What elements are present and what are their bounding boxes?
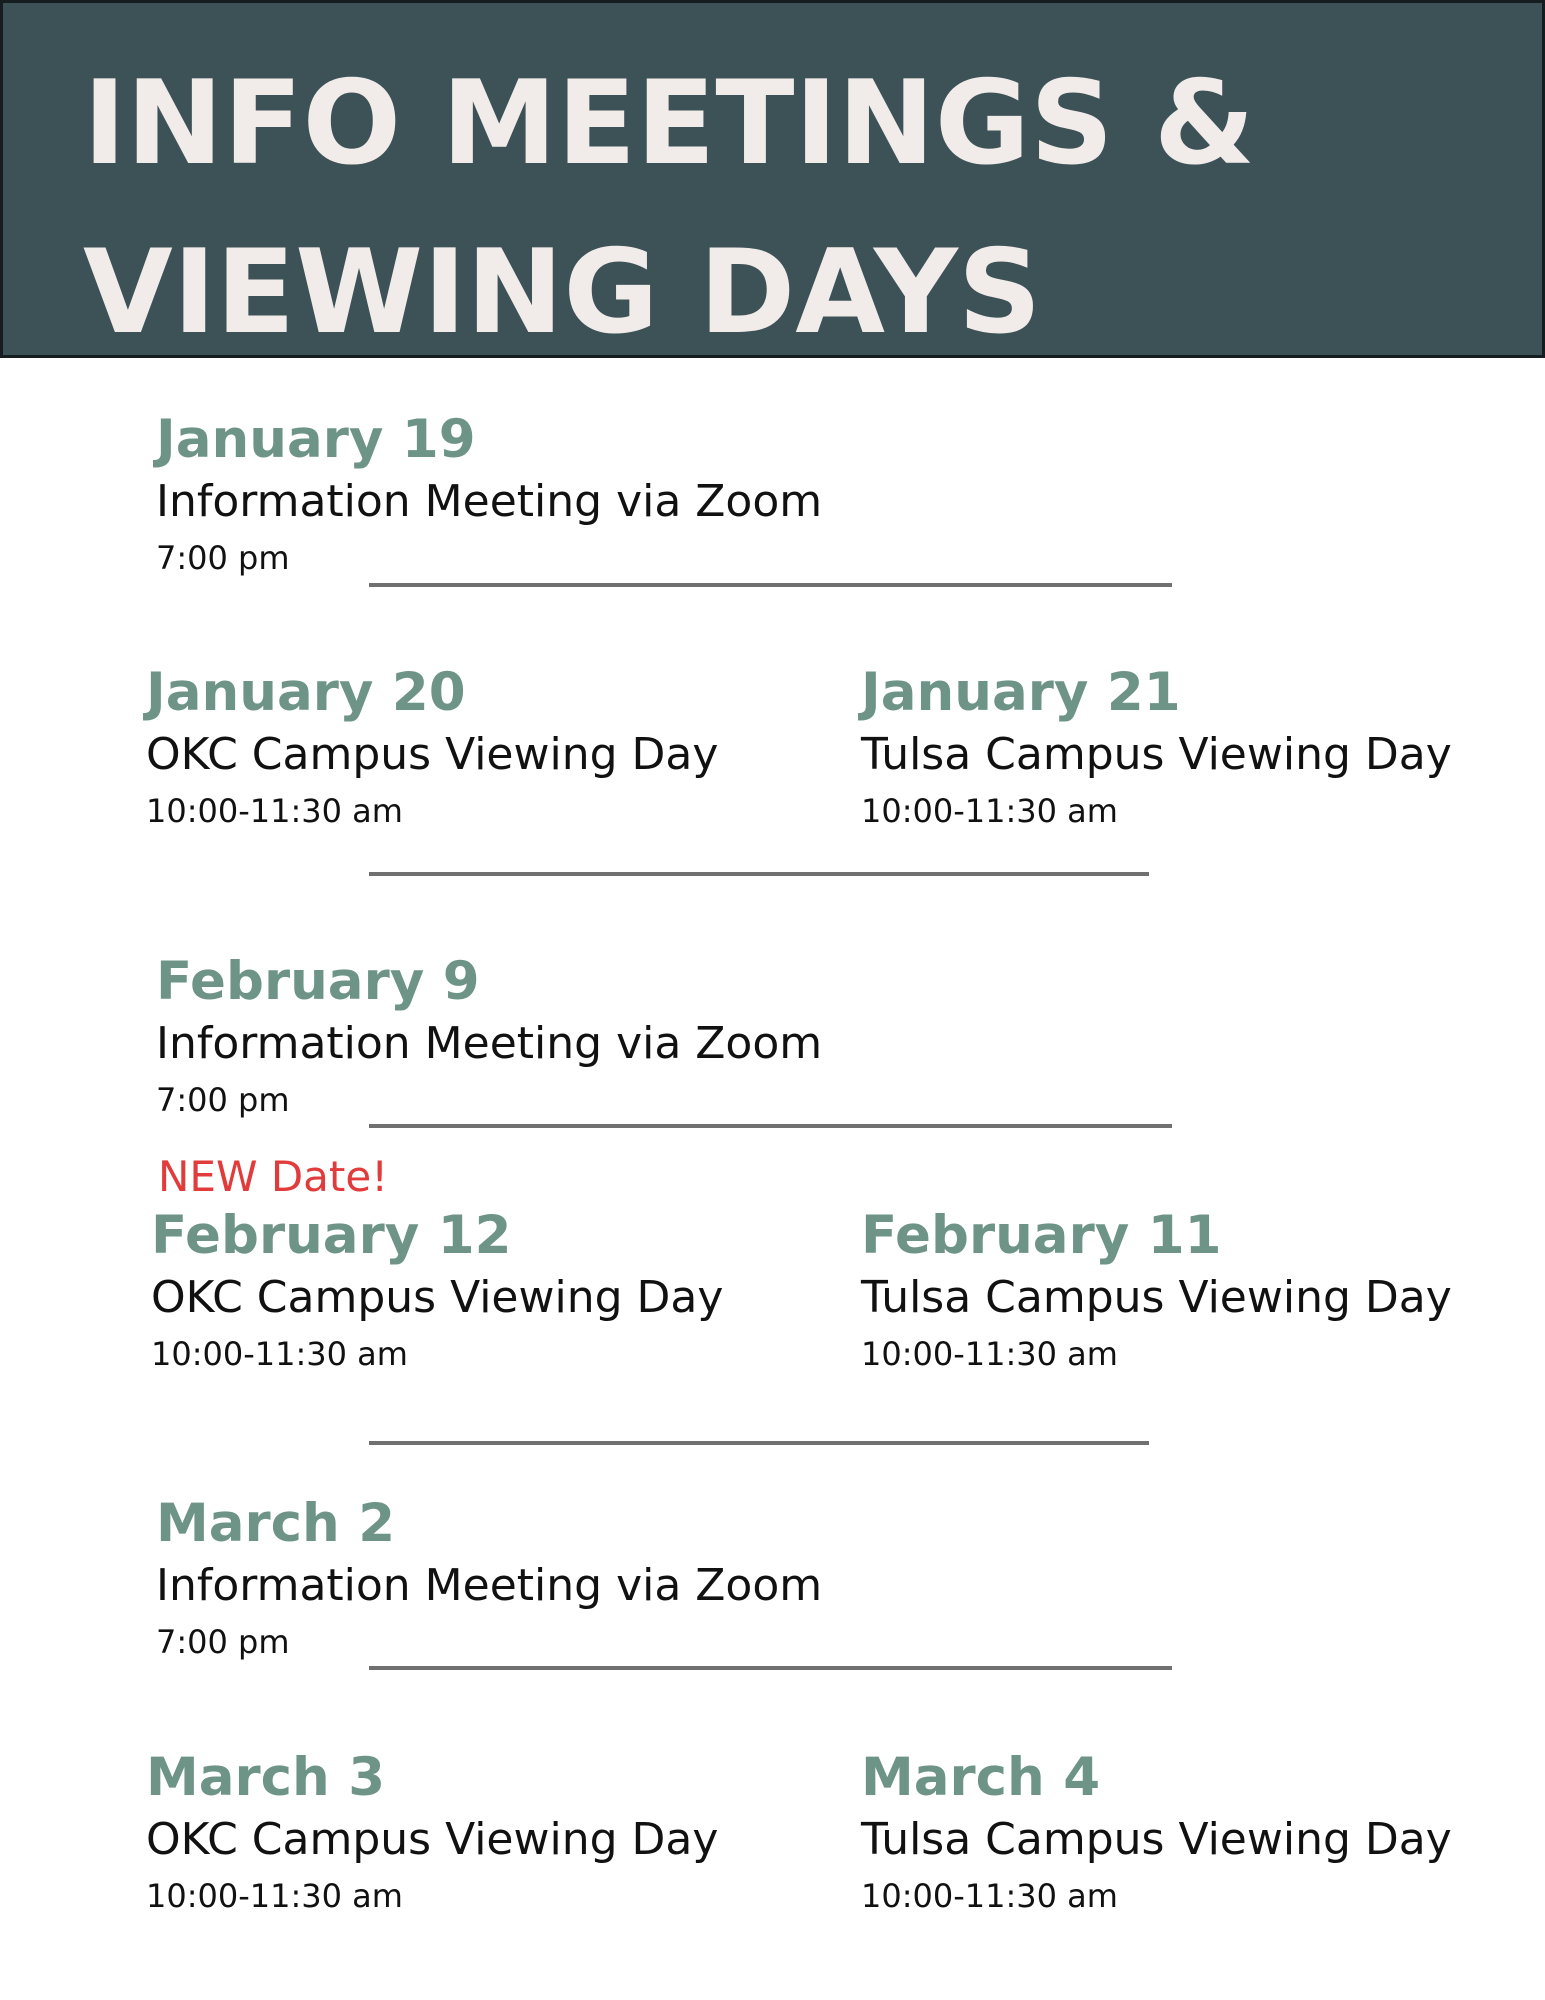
event-march-3	[146, 1747, 719, 1915]
event-time: 10:00-11:30 am	[146, 792, 403, 830]
event-date: February 11	[861, 1205, 1222, 1266]
event-march-2	[156, 1493, 823, 1661]
event-february-9	[156, 951, 823, 1119]
divider	[369, 1441, 1149, 1445]
event-time: 10:00-11:30 am	[861, 1877, 1118, 1915]
event-title: Information Meeting via Zoom	[156, 1018, 823, 1069]
event-date: January 21	[861, 662, 1181, 723]
event-january-21	[861, 662, 1452, 830]
event-date: March 4	[861, 1747, 1101, 1808]
event-february-12	[151, 1205, 724, 1373]
event-date: January 20	[146, 662, 466, 723]
event-title: Information Meeting via Zoom	[156, 476, 823, 527]
divider	[369, 583, 1172, 587]
event-time: 10:00-11:30 am	[861, 792, 1118, 830]
event-title: Information Meeting via Zoom	[156, 1560, 823, 1611]
page-title-line-1: INFO MEETINGS &	[83, 56, 1256, 191]
page-title-line-2: VIEWING DAYS	[83, 225, 1042, 360]
event-time: 10:00-11:30 am	[146, 1877, 403, 1915]
new-date-notice: NEW Date!	[158, 1152, 389, 1201]
divider	[369, 872, 1149, 876]
event-date: February 9	[156, 951, 480, 1012]
event-title: Tulsa Campus Viewing Day	[861, 1272, 1452, 1323]
event-title: OKC Campus Viewing Day	[146, 1814, 719, 1865]
event-date: January 19	[156, 409, 476, 470]
event-time: 10:00-11:30 am	[151, 1335, 408, 1373]
event-time: 7:00 pm	[156, 539, 290, 577]
divider	[369, 1666, 1172, 1670]
event-title: OKC Campus Viewing Day	[146, 729, 719, 780]
event-time: 10:00-11:30 am	[861, 1335, 1118, 1373]
event-time: 7:00 pm	[156, 1623, 290, 1661]
event-january-20	[146, 662, 719, 830]
event-title: OKC Campus Viewing Day	[151, 1272, 724, 1323]
event-january-19	[156, 409, 823, 577]
event-march-4	[861, 1747, 1452, 1915]
event-title: Tulsa Campus Viewing Day	[861, 1814, 1452, 1865]
event-date: February 12	[151, 1205, 512, 1266]
event-title: Tulsa Campus Viewing Day	[861, 729, 1452, 780]
header-banner	[0, 0, 1545, 358]
event-date: March 2	[156, 1493, 396, 1554]
event-date: March 3	[146, 1747, 386, 1808]
event-february-11	[861, 1205, 1452, 1373]
divider	[369, 1124, 1172, 1128]
event-time: 7:00 pm	[156, 1081, 290, 1119]
